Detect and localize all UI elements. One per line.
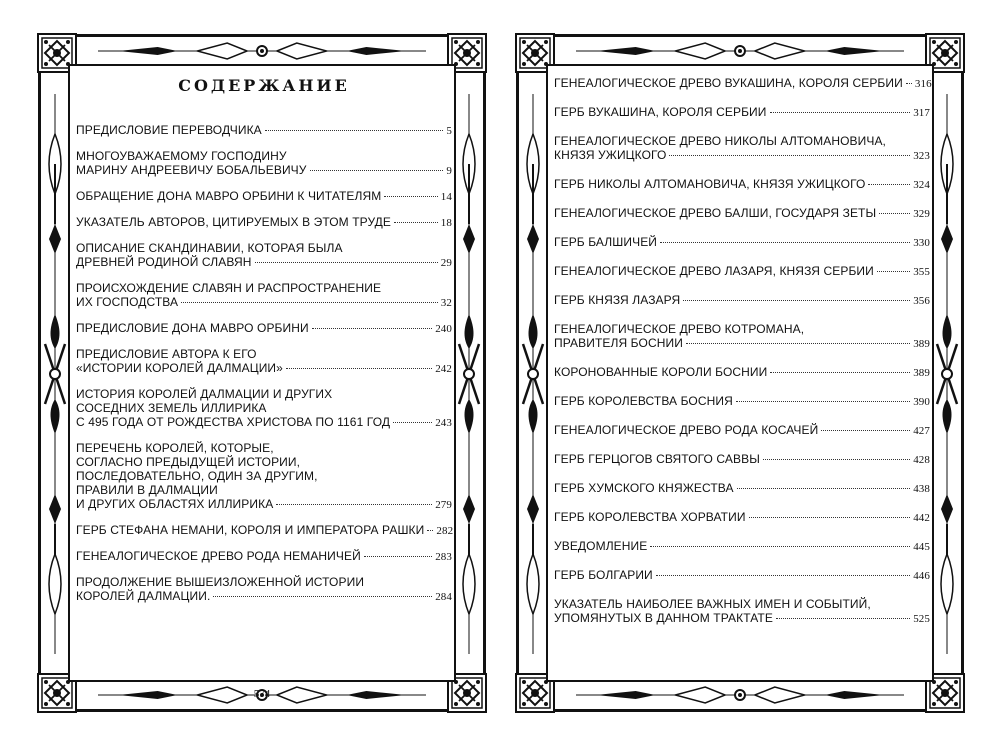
dot-leader [683,300,910,301]
toc-entry-title: И ДРУГИХ ОБЛАСТЯХ ИЛЛИРИКА [76,497,274,511]
toc-entry-title: ГЕРБ КОРОЛЕВСТВА ХОРВАТИИ [554,510,746,524]
toc-entry[interactable] [554,423,930,438]
toc-entry-title: УВЕДОМЛЕНИЕ [554,539,648,553]
dot-leader [868,184,910,185]
toc-entry[interactable] [554,510,930,525]
toc-entry-last-line [76,361,452,376]
toc-entry-line: УКАЗАТЕЛЬ НАИБОЛЕЕ ВАЖНЫХ ИМЕН И СОБЫТИЙ, [554,597,871,611]
toc-entry-line: ПРОИСХОЖДЕНИЕ СЛАВЯН И РАСПРОСТРАНЕНИЕ [76,281,382,295]
toc-entry-title: «ИСТОРИИ КОРОЛЕЙ ДАЛМАЦИИ» [76,361,283,375]
dot-leader [770,372,910,373]
toc-entry[interactable] [76,123,452,138]
toc-list [554,76,930,626]
right-ornament [455,94,483,654]
toc-page-number: 240 [435,323,452,335]
toc-page-number: 18 [440,217,452,229]
dot-leader [427,530,433,531]
toc-entry-line: ИСТОРИЯ КОРОЛЕЙ ДАЛМАЦИИ И ДРУГИХ [76,387,333,401]
toc-page-number: 438 [913,483,930,495]
toc-entry-title: ГЕРБ ХУМСКОГО КНЯЖЕСТВА [554,481,734,495]
toc-entry-last-line [76,123,452,138]
dot-leader [737,488,911,489]
toc-entry-last-line [554,510,930,525]
dot-leader [364,556,432,557]
toc-entry-title: ГЕНЕАЛОГИЧЕСКОЕ ДРЕВО ВУКАШИНА, КОРОЛЯ СЕРБИИ [554,76,903,90]
dot-leader [310,170,444,171]
toc-entry-title: ИХ ГОСПОДСТВА [76,295,179,309]
toc-entry[interactable] [554,177,930,192]
toc-right [554,76,930,672]
toc-entry-last-line [554,394,930,409]
toc-entry-last-line [554,235,930,250]
toc-entry-line: ГЕНЕАЛОГИЧЕСКОЕ ДРЕВО КОТРОМАНА, [554,322,805,336]
toc-entry-title: КНЯЗЯ УЖИЦКОГО [554,148,667,162]
dot-leader [776,618,910,619]
bottom-ornament [576,681,904,709]
toc-entry-last-line [554,336,930,351]
dot-leader [770,112,911,113]
toc-entry-last-line [76,189,452,204]
toc-entry[interactable] [76,281,452,310]
toc-page-number: 9 [446,165,452,177]
toc-page-number: 14 [440,191,452,203]
toc-entry-last-line [76,589,452,604]
toc-page-number: 356 [913,295,930,307]
left-page [38,34,486,712]
right-ornament [933,94,961,654]
dot-leader [669,155,910,156]
toc-entry[interactable] [554,76,930,91]
toc-entry-last-line [554,105,930,120]
toc-entry-last-line [554,452,930,467]
toc-entry[interactable] [554,568,930,583]
toc-entry-title: ПРЕДИСЛОВИЕ ДОНА МАВРО ОРБИНИ [76,321,309,335]
toc-entry-title: КОРОЛЕЙ ДАЛМАЦИИ. [76,589,211,603]
dot-leader [286,368,432,369]
toc-entry[interactable] [554,235,930,250]
dot-leader [906,83,912,84]
toc-page-number: 284 [435,591,452,603]
toc-page-number: 282 [436,525,454,537]
toc-page-number: 329 [913,208,930,220]
dot-leader [877,271,910,272]
dot-leader [749,517,911,518]
dot-leader [276,504,432,505]
toc-entry-title: ГЕНЕАЛОГИЧЕСКОЕ ДРЕВО РОДА КОСАЧЕЙ [554,423,819,437]
toc-entry[interactable] [76,321,452,336]
dot-leader [181,302,438,303]
toc-page-number: 355 [913,266,930,278]
toc-entry-last-line [554,423,930,438]
toc-entry-title: ГЕРБ НИКОЛЫ АЛТОМАНОВИЧА, КНЯЗЯ УЖИЦКОГО [554,177,866,191]
toc-entry[interactable] [76,549,452,564]
toc-entry-last-line [554,76,930,91]
right-page [516,34,964,712]
toc-entry-last-line [76,295,452,310]
toc-page-number: 32 [440,297,452,309]
toc-entry[interactable] [76,347,452,376]
toc-page-number: 242 [435,363,452,375]
toc-entry-last-line [554,568,930,583]
toc-page-number: 323 [913,150,930,162]
toc-page-number: 316 [914,78,932,90]
toc-entry-line: ПРОДОЛЖЕНИЕ ВЫШЕИЗЛОЖЕННОЙ ИСТОРИИ [76,575,365,589]
toc-entry-line: ПОСЛЕДОВАТЕЛЬНО, ОДИН ЗА ДРУГИМ, [76,469,318,483]
toc-entry-last-line [554,481,930,496]
toc-entry[interactable] [76,387,452,430]
toc-entry-title: С 495 ГОДА ОТ РОЖДЕСТВА ХРИСТОВА ПО 1161 ГОД [76,415,391,429]
toc-entry[interactable] [554,105,930,120]
toc-page-number: 317 [913,107,930,119]
toc-entry-last-line [76,163,452,178]
page-number: 574 [253,688,271,700]
toc-entry[interactable] [554,481,930,496]
toc-entry-last-line [76,255,452,270]
toc-page-number: 390 [913,396,930,408]
toc-entry[interactable] [76,241,452,270]
toc-entry[interactable] [76,523,452,538]
toc-entry-title: ГЕРБ КОРОЛЕВСТВА БОСНИЯ [554,394,733,408]
toc-entry-last-line [554,293,930,308]
left-ornament [41,94,69,654]
top-ornament [98,37,426,65]
toc-entry-title: ГЕНЕАЛОГИЧЕСКОЕ ДРЕВО РОДА НЕМАНИЧЕЙ [76,549,361,563]
toc-entry-title: ГЕРБ СТЕФАНА НЕМАНИ, КОРОЛЯ И ИМПЕРАТОРА РАШКИ [76,523,425,537]
toc-entry-line: СОСЕДНИХ ЗЕМЕЛЬ ИЛЛИРИКА [76,401,267,415]
toc-entry[interactable] [554,293,930,308]
toc-entry-title: УКАЗАТЕЛЬ АВТОРОВ, ЦИТИРУЕМЫХ В ЭТОМ ТРУДЕ [76,215,391,229]
toc-entry-last-line [554,177,930,192]
dot-leader [821,430,910,431]
toc-entry-title: ПРАВИТЕЛЯ БОСНИИ [554,336,683,350]
toc-page-number: 29 [440,257,452,269]
toc-entry-title: МАРИНУ АНДРЕЕВИЧУ БОБАЛЬЕВИЧУ [76,163,307,177]
dot-leader [255,262,438,263]
toc-page-number: 389 [913,338,930,350]
toc-entry-line: ГЕНЕАЛОГИЧЕСКОЕ ДРЕВО НИКОЛЫ АЛТОМАНОВИЧА, [554,134,886,148]
dot-leader [763,459,910,460]
dot-leader [213,596,432,597]
toc-entry[interactable] [554,539,930,554]
toc-page-number: 330 [913,237,930,249]
toc-entry-line: ОПИСАНИЕ СКАНДИНАВИИ, КОТОРАЯ БЫЛА [76,241,343,255]
dot-leader [384,196,437,197]
toc-entry-title: ГЕРБ БОЛГАРИИ [554,568,653,582]
toc-entry-title: ГЕРБ ВУКАШИНА, КОРОЛЯ СЕРБИИ [554,105,767,119]
toc-page-number: 525 [913,613,930,625]
toc-entry-last-line [76,549,452,564]
toc-entry-title: ГЕРБ ГЕРЦОГОВ СВЯТОГО САВВЫ [554,452,760,466]
toc-page-number: 428 [913,454,930,466]
dot-leader [265,130,444,131]
dot-leader [736,401,910,402]
toc-page-number: 445 [913,541,930,553]
top-ornament [576,37,904,65]
toc-entry-title: ГЕНЕАЛОГИЧЕСКОЕ ДРЕВО ЛАЗАРЯ, КНЯЗЯ СЕРБИИ [554,264,874,278]
dot-leader [393,422,432,423]
toc-entry[interactable] [76,441,452,512]
toc-page-number: 243 [435,417,452,429]
dot-leader [879,213,910,214]
toc-entry-last-line [76,523,452,538]
toc-entry[interactable] [554,322,930,351]
toc-entry-last-line [554,206,930,221]
toc-entry-line: ПРАВИЛИ В ДАЛМАЦИИ [76,483,218,497]
toc-entry[interactable] [554,264,930,279]
toc-entry-last-line [76,497,452,512]
left-ornament [519,94,547,654]
toc-page-number: 324 [913,179,930,191]
page-title: СОДЕРЖАНИЕ [178,76,350,95]
toc-entry-title: ДРЕВНЕЙ РОДИНОЙ СЛАВЯН [76,255,252,269]
toc-entry-title: ГЕРБ КНЯЗЯ ЛАЗАРЯ [554,293,681,307]
toc-entry[interactable] [554,394,930,409]
toc-entry-line: ПЕРЕЧЕНЬ КОРОЛЕЙ, КОТОРЫЕ, [76,441,274,455]
dot-leader [660,242,910,243]
dot-leader [656,575,910,576]
toc-page-number: 442 [913,512,930,524]
toc-entry[interactable] [76,189,452,204]
toc-entry[interactable] [554,452,930,467]
toc-entry[interactable] [76,149,452,178]
toc-entry-last-line [554,539,930,554]
toc-page-number: 389 [913,367,930,379]
dot-leader [686,343,910,344]
toc-entry-last-line [554,611,930,626]
toc-entry[interactable] [76,575,452,604]
toc-entry-title: ГЕНЕАЛОГИЧЕСКОЕ ДРЕВО БАЛШИ, ГОСУДАРЯ ЗЕТЫ [554,206,877,220]
toc-entry[interactable] [554,365,930,380]
toc-page-number: 427 [913,425,930,437]
toc-entry-title: УПОМЯНУТЫХ В ДАННОМ ТРАКТАТЕ [554,611,773,625]
toc-left [76,76,452,672]
toc-page-number: 279 [435,499,452,511]
toc-entry-title: ПРЕДИСЛОВИЕ ПЕРЕВОДЧИКА [76,123,262,137]
toc-entry-last-line [554,264,930,279]
toc-entry[interactable] [554,597,930,626]
toc-entry-last-line [76,415,452,430]
toc-page-number: 5 [446,125,452,137]
toc-entry-last-line [554,365,930,380]
toc-entry-line: МНОГОУВАЖАЕМОМУ ГОСПОДИНУ [76,149,287,163]
toc-page-number: 283 [435,551,452,563]
dot-leader [312,328,432,329]
toc-entry-title: ОБРАЩЕНИЕ ДОНА МАВРО ОРБИНИ К ЧИТАТЕЛЯМ [76,189,382,203]
toc-entry[interactable] [554,206,930,221]
toc-entry-line: ПРЕДИСЛОВИЕ АВТОРА К ЕГО [76,347,257,361]
toc-entry-last-line [76,321,452,336]
toc-entry[interactable] [76,215,452,230]
toc-list [76,123,452,604]
toc-entry[interactable] [554,134,930,163]
toc-entry-last-line [554,148,930,163]
dot-leader [650,546,910,547]
toc-entry-title: КОРОНОВАННЫЕ КОРОЛИ БОСНИИ [554,365,768,379]
toc-entry-title: ГЕРБ БАЛШИЧЕЙ [554,235,658,249]
toc-entry-last-line [76,215,452,230]
toc-entry-line: СОГЛАСНО ПРЕДЫДУЩЕЙ ИСТОРИИ, [76,455,301,469]
toc-page-number: 446 [913,570,930,582]
dot-leader [394,222,438,223]
